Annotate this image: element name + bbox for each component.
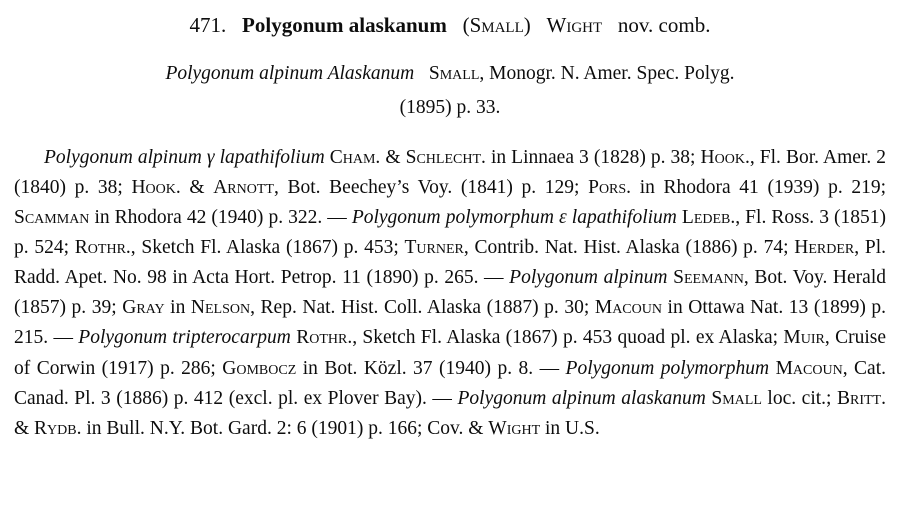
basionym-name: Polygonum alpinum Alaskanum [165, 63, 415, 85]
entry-number: 471. [189, 13, 227, 37]
synonymy-segment: Rothr. [296, 327, 353, 349]
synonymy-segment: Seemann [673, 267, 744, 289]
synonymy-segment: in Ottawa Nat. 13 (1899) p. 215. — [14, 297, 887, 349]
synonymy-segment: Hook. [131, 176, 181, 198]
synonymy-segment: Gray [122, 297, 165, 319]
basionym-reference: , Monogr. N. Amer. Spec. Polyg. [479, 63, 735, 85]
synonymy-segment: Small [711, 387, 762, 409]
synonymy-segment: Macoun [594, 297, 662, 319]
synonymy-segment: Cham. [329, 146, 381, 168]
synonymy-segment: Rydb. [34, 417, 82, 439]
synonymy-segment: , Pl. Radd. Apet. No. 98 in Acta Hort. Petrop. 11 (1890) p. 265. — [14, 237, 886, 289]
synonymy-segment: Polygonum polymorphum [565, 357, 770, 379]
synonymy-segment: Pors. [588, 176, 632, 198]
synonymy-segment: in Linnaea 3 (1828) p. 38; [485, 146, 701, 168]
synonymy-segment: in [164, 297, 191, 319]
synonymy-segment: , Cruise of Corwin (1917) p. 286; [14, 327, 886, 379]
synonymy-block [14, 143, 886, 444]
synonymy-segment: Polygonum alpinum γ lapathifolium [44, 146, 325, 168]
synonymy-segment: Polygonum alpinum [509, 267, 668, 289]
synonymy-segment: in Rhodora 41 (1939) p. 219; [631, 176, 886, 198]
synonymy-segment: Nelson [190, 297, 251, 319]
synonymy-segment: Scamman [14, 206, 90, 228]
synonymy-segment: & [380, 146, 406, 168]
synonymy-segment: , Cat. Canad. Pl. 3 (1886) p. 412 (excl. pl. ex Plover Bay). — [14, 357, 886, 409]
basionym-author-name: Small [428, 63, 480, 85]
synonymy-segment: & [180, 176, 214, 198]
synonymy-segment: Arnott [213, 176, 274, 198]
basionym-author: (Small) [462, 13, 531, 37]
synonymy-segment: in Bull. N.Y. Bot. Gard. 2: 6 (1901) p. 166; Cov. & [81, 417, 489, 439]
page-title [14, 12, 886, 39]
synonymy-segment: Polygonum alpinum alaskanum [457, 387, 706, 409]
synonymy-segment: & [14, 417, 35, 439]
synonymy-segment: in Bot. Közl. 37 (1940) p. 8. — [296, 357, 566, 379]
species-name: Polygonum alaskanum [242, 13, 447, 37]
synonymy-segment: Polygonum tripterocarpum [78, 327, 291, 349]
synonymy-segment: , Bot. Beechey’s Voy. (1841) p. 129; [273, 176, 589, 198]
synonymy-segment: Herder [794, 237, 855, 259]
synonymy-segment: , Fl. Bor. Amer. 2 (1840) p. 38; [14, 146, 887, 198]
synonymy-segment: , Bot. Voy. Herald (1857) p. 39; [14, 267, 886, 319]
synonymy-segment: Turner [404, 237, 464, 259]
synonymy-segment: Schlecht. [405, 146, 486, 168]
synonymy-segment: Rothr. [74, 237, 131, 259]
synonymy-segment: Hook. [700, 146, 750, 168]
synonymy-paragraph [14, 143, 886, 444]
synonymy-segment: in Rhodora 42 (1940) p. 322. — [89, 206, 352, 228]
synonymy-segment: Muir [783, 327, 825, 349]
synonymy-segment: Wight [488, 417, 541, 439]
synonymy-segment: , Contrib. Nat. Hist. Alaska (1886) p. 74; [463, 237, 795, 259]
synonymy-segment: , Rep. Nat. Hist. Coll. Alaska (1887) p. 30; [250, 297, 595, 319]
synonymy-segment: Polygonum polymorphum ε lapathifolium [351, 206, 677, 228]
basionym-year-page: (1895) p. 33. [399, 96, 501, 118]
synonymy-segment: , Fl. Ross. 3 (1851) p. 524; [14, 206, 886, 259]
synonymy-segment: , Sketch Fl. Alaska (1867) p. 453; [130, 237, 405, 259]
synonymy-segment: , Sketch Fl. Alaska (1867) p. 453 quoad pl. ex Alaska; [352, 327, 784, 349]
synonymy-segment: Britt. [837, 387, 886, 409]
heading-suffix: nov. comb. [617, 13, 711, 37]
combining-author: Wight [546, 13, 603, 37]
synonymy-segment: Ledeb. [681, 206, 736, 228]
synonymy-segment: Macoun [775, 357, 843, 379]
basionym-citation [14, 59, 886, 122]
synonymy-segment: loc. cit.; [761, 387, 837, 409]
synonymy-segment: Gombocz [222, 357, 297, 379]
synonymy-segment: in U.S. [540, 417, 600, 439]
